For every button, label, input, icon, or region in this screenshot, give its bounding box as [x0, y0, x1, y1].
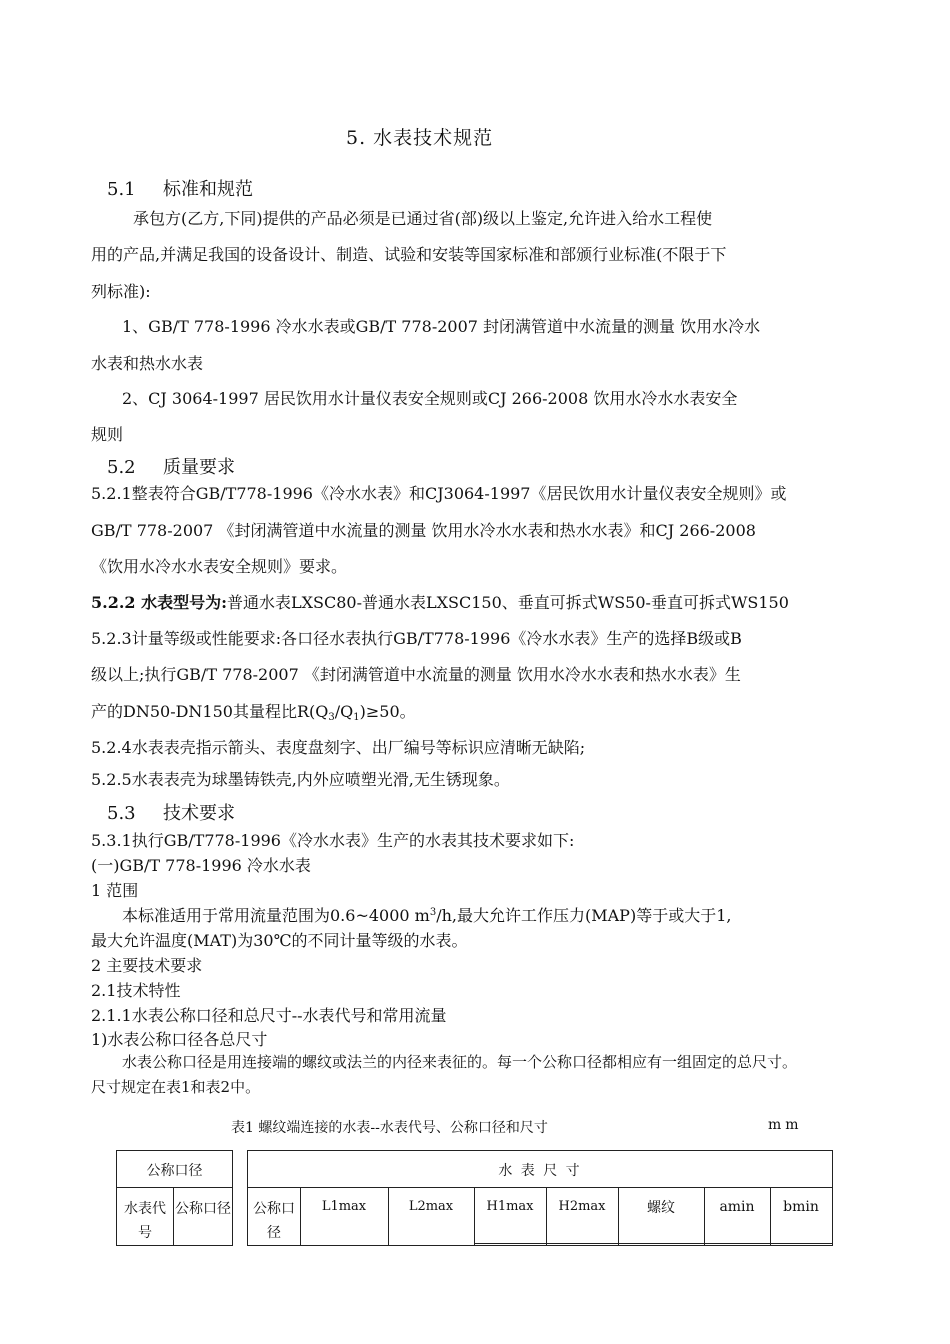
divider — [173, 1187, 174, 1245]
table-caption: 表1 螺纹端连接的水表--水表代号、公称口径和尺寸 — [231, 1120, 548, 1136]
list-item: 2、CJ 3064-1997 居民饮用水计量仪表安全规则或CJ 266-2008 饮用水冷水水表安全 — [122, 389, 738, 408]
table-right-block — [247, 1150, 833, 1246]
paragraph-line: 1 范围 — [91, 881, 139, 900]
paragraph-line: 级以上;执行GB/T 778-2007 《封闭满管道中水流量的测量 饮用水冷水水表和热水水表》生 — [91, 665, 741, 684]
paragraph-line: GB/T 778-2007 《封闭满管道中水流量的测量 饮用水冷水水表和热水水表》和CJ 266-2008 — [91, 521, 756, 540]
section-5-2-heading — [107, 458, 235, 478]
divider — [388, 1187, 389, 1245]
divider — [704, 1187, 705, 1245]
table-unit: mm — [768, 1117, 803, 1133]
text-run: /Q — [334, 702, 354, 721]
divider — [117, 1187, 232, 1188]
paragraph-line: 2 主要技术要求 — [91, 956, 203, 975]
table-header: 水 表 尺 寸 — [498, 1163, 582, 1179]
column-header: L1max — [321, 1199, 367, 1214]
text-run: )≥50。 — [359, 702, 416, 721]
divider — [248, 1187, 832, 1188]
superscript: 3 — [429, 907, 437, 918]
paragraph-line: 承包方(乙方,下同)提供的产品必须是已通过省(部)级以上鉴定,允许进入给水工程使 — [133, 209, 713, 228]
column-header: H1max — [486, 1199, 534, 1214]
section-number: 5.2 — [107, 457, 136, 478]
paragraph-line: 尺寸规定在表1和表2中。 — [91, 1078, 261, 1096]
list-item: 1、GB/T 778-1996 冷水水表或GB/T 778-2007 封闭满管道中水流量的测量 饮用水冷水 — [122, 317, 761, 336]
table-header: 公称口径 — [146, 1163, 203, 1179]
section-5-3-heading — [107, 804, 235, 824]
paragraph-line — [122, 906, 731, 926]
paragraph-line: 1)水表公称口径各总尺寸 — [91, 1030, 268, 1049]
paragraph-line: 用的产品,并满足我国的设备设计、制造、试验和安装等国家标准和部颁行业标准(不限于下 — [91, 245, 727, 264]
column-header: 公称口径 — [175, 1201, 231, 1217]
section-label: 质量要求 — [163, 457, 235, 478]
table-left-block — [116, 1150, 233, 1246]
text-run: 本标准适用于常用流量范围为0.6~4000 m — [122, 906, 430, 925]
clause-text: 普通水表LXSC80-普通水表LXSC150、垂直可拆式WS50-垂直可拆式WS150 — [227, 593, 789, 612]
section-label: 标准和规范 — [163, 179, 253, 200]
paragraph-line: 水表公称口径是用连接端的螺纹或法兰的内径来表征的。每一个公称口径都相应有一组固定的总尺寸。 — [122, 1053, 798, 1071]
paragraph-line: 2.1技术特性 — [91, 981, 181, 1000]
list-item-cont: 规则 — [91, 425, 124, 444]
paragraph-line: 《饮用水冷水水表安全规则》要求。 — [91, 557, 348, 576]
paragraph-line: 最大允许温度(MAT)为30℃的不同计量等级的水表。 — [91, 931, 468, 950]
paragraph-line: 5.3.1执行GB/T778-1996《冷水水表》生产的水表其技术要求如下: — [91, 831, 575, 850]
paragraph-line: 5.2.1整表符合GB/T778-1996《冷水水表》和CJ3064-1997《居民饮用水计量仪表安全规则》或 — [91, 484, 787, 503]
column-header: bmin — [783, 1199, 819, 1215]
paragraph-line: 5.2.5水表表壳为球墨铸铁壳,内外应喷塑光滑,无生锈现象。 — [91, 770, 510, 789]
divider — [300, 1187, 301, 1245]
subscript: 1 — [353, 712, 360, 723]
column-header: H2max — [558, 1199, 606, 1214]
page-title: 5. 水表技术规范 — [346, 127, 494, 149]
column-header: 公称口径 — [253, 1201, 295, 1241]
paragraph-line: (一)GB/T 778-1996 冷水水表 — [91, 856, 311, 875]
paragraph-line: 列标准): — [91, 282, 151, 301]
paragraph-line — [91, 593, 789, 613]
paragraph-line: 2.1.1水表公称口径和总尺寸--水表代号和常用流量 — [91, 1006, 447, 1025]
clause-label: 5.2.2 水表型号为: — [91, 593, 228, 612]
column-header: amin — [719, 1199, 755, 1215]
column-header: 水表代号 — [124, 1201, 166, 1241]
section-label: 技术要求 — [163, 803, 235, 824]
section-number: 5.1 — [107, 179, 136, 200]
divider — [770, 1187, 771, 1245]
column-header: L2max — [408, 1199, 454, 1214]
list-item-cont: 水表和热水水表 — [91, 354, 204, 373]
divider — [546, 1187, 547, 1245]
text-run: 产的DN50-DN150其量程比R(Q — [91, 702, 329, 721]
section-number: 5.3 — [107, 803, 136, 824]
paragraph-line — [91, 702, 416, 722]
subscript: 3 — [328, 712, 335, 723]
paragraph-line: 5.2.4水表表壳指示箭头、表度盘刻字、出厂编号等标识应清晰无缺陷; — [91, 738, 586, 757]
divider — [474, 1243, 832, 1244]
text-run: /h,最大允许工作压力(MAP)等于或大于1, — [436, 906, 732, 925]
column-header: 螺纹 — [647, 1200, 675, 1216]
paragraph-line: 5.2.3计量等级或性能要求:各口径水表执行GB/T778-1996《冷水水表》生产的选择B级或B — [91, 629, 742, 648]
divider — [474, 1187, 475, 1245]
section-5-1-heading — [107, 180, 253, 200]
